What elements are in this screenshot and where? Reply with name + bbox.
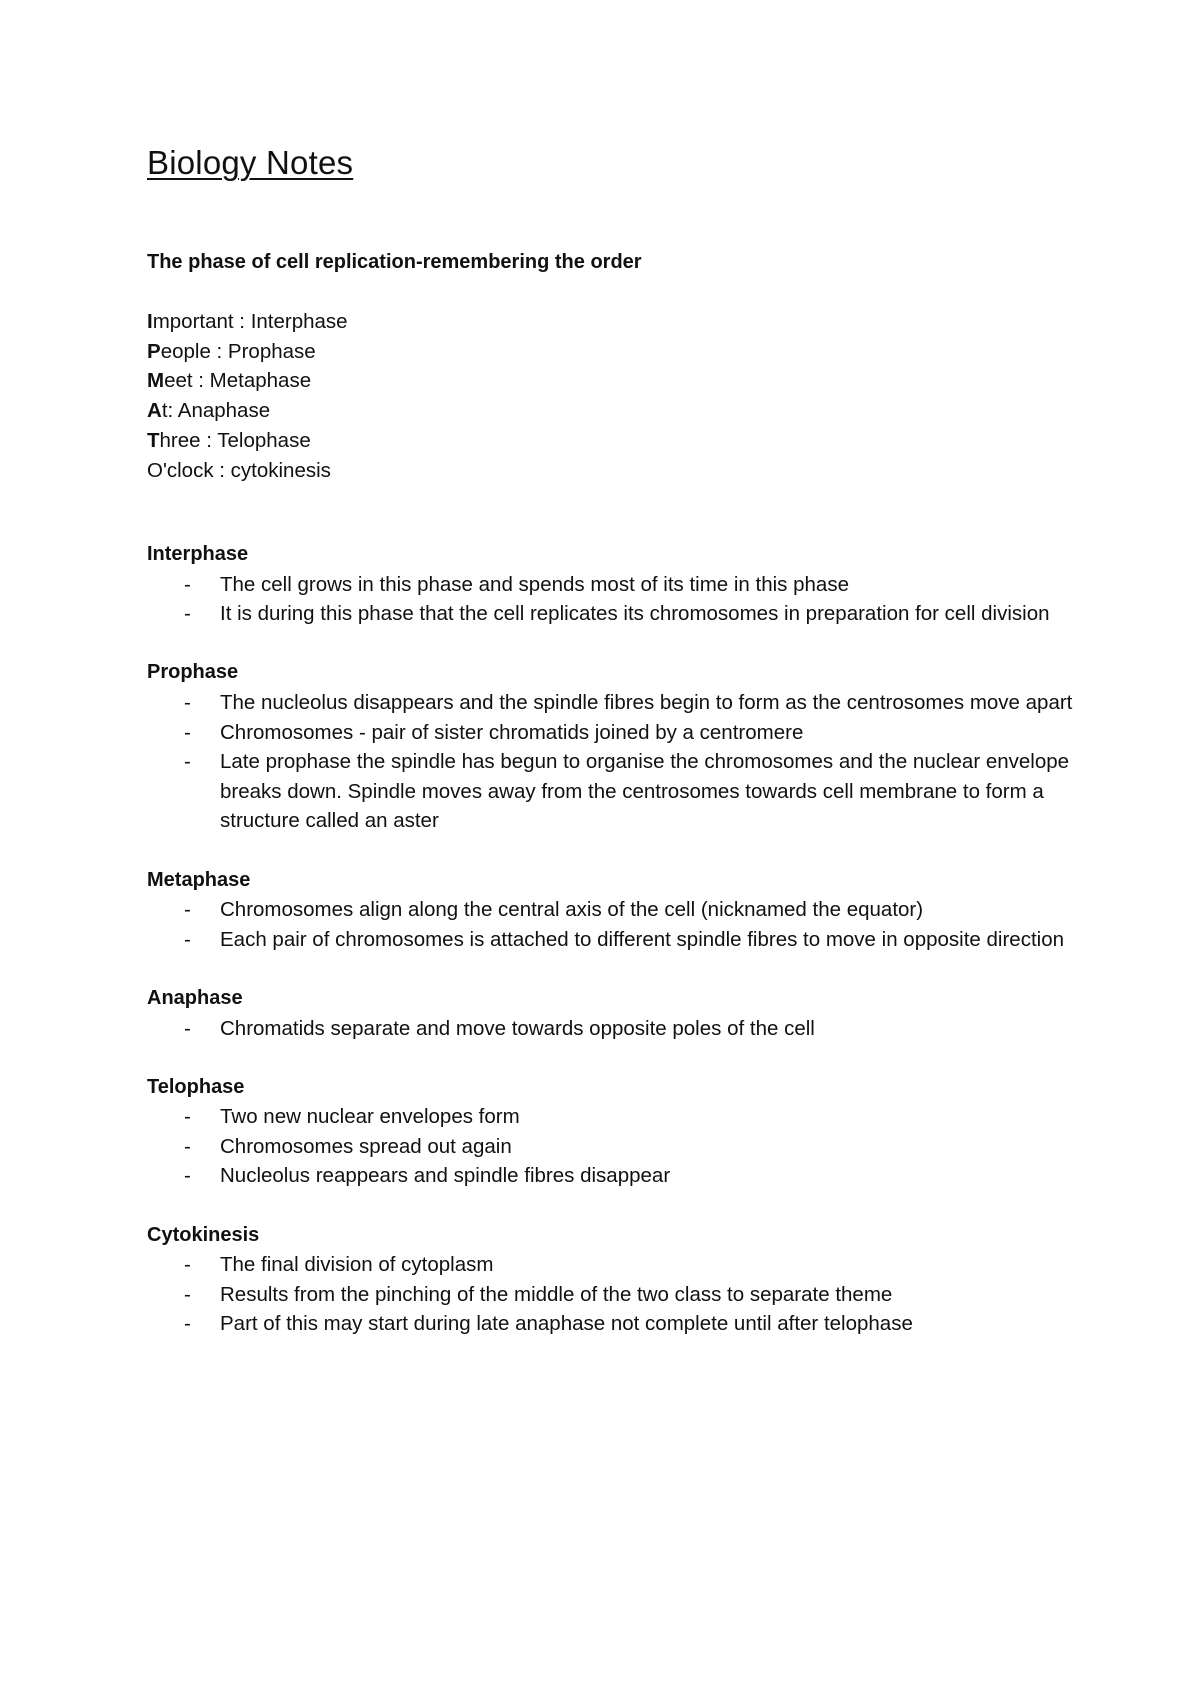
list-item-text: Chromosomes spread out again xyxy=(220,1134,512,1158)
section-cytokinesis xyxy=(147,1221,1077,1339)
section-heading: Prophase xyxy=(147,661,239,684)
bullet-dash: - xyxy=(184,1282,191,1306)
mnemonic-text: mportant : Interphase xyxy=(152,310,348,333)
bullet-list xyxy=(147,570,1077,629)
bullet-dash: - xyxy=(184,1134,191,1158)
list-item-text: Late prophase the spindle has begun to organise the chromosomes and the nuclear envelope breaks down. Spindle moves away from the centrosomes towards cell membrane to form a structure called an aster xyxy=(220,750,1070,833)
bullet-list xyxy=(147,688,1077,836)
bullet-dash: - xyxy=(184,750,191,774)
list-item-text: It is during this phase that the cell replicates its chromosomes in preparation for cell division xyxy=(220,602,1050,626)
bullet-list xyxy=(147,1014,1077,1044)
bullet-dash: - xyxy=(184,1312,191,1336)
mnemonic-letter: O'c xyxy=(147,458,178,482)
mnemonic-text: t: Anaphase xyxy=(161,399,271,423)
list-item-text: The final division of cytoplasm xyxy=(220,1253,494,1277)
mnemonic-letter: I xyxy=(147,310,153,333)
section-metaphase xyxy=(147,866,1077,955)
bullet-dash: - xyxy=(184,1016,191,1040)
mnemonic-letter: T xyxy=(147,428,160,452)
list-item xyxy=(147,718,1077,748)
list-item xyxy=(147,1014,1077,1044)
list-item xyxy=(147,1250,1077,1280)
list-item-text: Results from the pinching of the middle of the two class to separate theme xyxy=(220,1282,893,1306)
mnemonic-line xyxy=(147,337,348,367)
list-item xyxy=(147,925,1077,955)
section-anaphase xyxy=(147,984,1077,1043)
mnemonic-line xyxy=(147,426,348,456)
bullet-dash: - xyxy=(184,898,191,922)
mnemonic-text: lock : cytokinesis xyxy=(177,458,331,482)
list-item xyxy=(147,1280,1077,1310)
section-interphase xyxy=(147,540,1077,629)
mnemonic-line xyxy=(147,307,348,337)
bullet-dash: - xyxy=(184,720,191,744)
mnemonic-line xyxy=(147,456,348,486)
document-subtitle: The phase of cell replication-remembering the order xyxy=(147,251,642,273)
mnemonic-letter: M xyxy=(147,369,165,393)
bullet-dash: - xyxy=(184,572,191,596)
section-heading: Interphase xyxy=(147,543,249,565)
bullet-list xyxy=(147,895,1077,954)
mnemonic-text: eople : Prophase xyxy=(160,339,316,363)
list-item-text: Two new nuclear envelopes form xyxy=(220,1105,520,1129)
mnemonic-list xyxy=(147,307,348,485)
bullet-dash: - xyxy=(184,1164,191,1188)
section-heading: Anaphase xyxy=(147,986,243,1009)
list-item xyxy=(147,1161,1077,1191)
list-item xyxy=(147,895,1077,925)
list-item-text: Part of this may start during late anaphase not complete until after telophase xyxy=(220,1312,913,1336)
mnemonic-letter: P xyxy=(147,339,161,363)
section-heading: Telophase xyxy=(147,1075,245,1098)
list-item xyxy=(147,688,1077,718)
section-telophase xyxy=(147,1073,1077,1191)
bullet-list xyxy=(147,1250,1077,1339)
list-item-text: The nucleolus disappears and the spindle fibres begin to form as the centrosomes move apart xyxy=(220,690,1073,714)
list-item-text: The cell grows in this phase and spends most of its time in this phase xyxy=(220,572,849,596)
document-title: Biology Notes xyxy=(147,144,354,181)
phase-sections xyxy=(147,540,1077,1369)
bullet-list xyxy=(147,1102,1077,1191)
bullet-dash: - xyxy=(184,1253,191,1277)
list-item xyxy=(147,570,1077,600)
mnemonic-letter: A xyxy=(147,399,162,423)
mnemonic-text: hree : Telophase xyxy=(159,428,311,452)
bullet-dash: - xyxy=(184,690,191,714)
mnemonic-text: eet : Metaphase xyxy=(164,369,312,393)
bullet-dash: - xyxy=(184,1105,191,1129)
bullet-dash: - xyxy=(184,927,191,951)
list-item-text: Each pair of chromosomes is attached to different spindle fibres to move in opposite direction xyxy=(220,927,1064,951)
list-item-text: Nucleolus reappears and spindle fibres disappear xyxy=(220,1164,671,1188)
list-item-text: Chromatids separate and move towards opposite poles of the cell xyxy=(220,1016,815,1040)
list-item xyxy=(147,599,1077,629)
bullet-dash: - xyxy=(184,602,191,626)
document-page xyxy=(147,140,1077,1336)
list-item-text: Chromosomes - pair of sister chromatids joined by a centromere xyxy=(220,720,804,744)
list-item xyxy=(147,1132,1077,1162)
list-item-text: Chromosomes align along the central axis of the cell (nicknamed the equator) xyxy=(220,898,924,922)
list-item xyxy=(147,747,1077,836)
mnemonic-line xyxy=(147,396,348,426)
section-heading: Metaphase xyxy=(147,868,251,891)
section-heading: Cytokinesis xyxy=(147,1223,260,1246)
mnemonic-line xyxy=(147,366,348,396)
list-item xyxy=(147,1309,1077,1339)
list-item xyxy=(147,1102,1077,1132)
section-prophase xyxy=(147,658,1077,836)
